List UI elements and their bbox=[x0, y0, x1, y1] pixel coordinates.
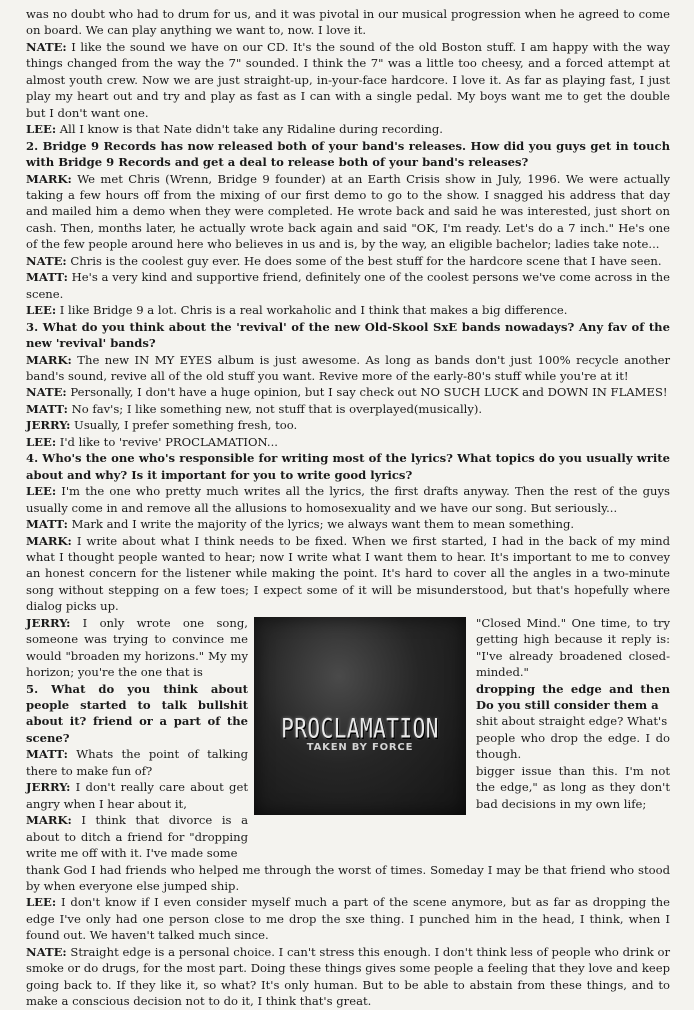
speaker-label: MARK: bbox=[26, 352, 72, 367]
paragraph-matt bbox=[26, 401, 670, 417]
paragraph-lee bbox=[26, 121, 670, 137]
answer-text: I like Bridge 9 a lot. Chris is a real workaholic and I think that makes a big difference. bbox=[56, 303, 568, 318]
speaker-label: JERRY: bbox=[26, 418, 71, 433]
paragraph-mark-cont: thank God I had friends who helped me through the worst of times. Someday I may be that friend who stood by when everyone else jumped ship. bbox=[26, 862, 670, 894]
answer-text: No fav's; I like something new, not stuff that is overplayed(musically). bbox=[67, 401, 483, 416]
speaker-label: LEE: bbox=[26, 434, 57, 449]
paragraph-jerry-cont: people who drop the edge. I do though. bbox=[476, 730, 670, 762]
paragraph-mark bbox=[26, 533, 670, 615]
album-subtitle: TAKEN BY FORCE bbox=[306, 741, 414, 753]
paragraph-nate bbox=[26, 39, 670, 121]
answer-text: I'd like to 'revive' PROCLAMATION... bbox=[56, 434, 278, 449]
question-5-cont: dropping the edge and then Do you still consider them a bbox=[476, 681, 670, 713]
paragraph: was no doubt who had to drum for us, and it was pivotal in our musical progression when he agreed to come on board. We can play anything we want to, now. I love it. bbox=[26, 7, 670, 38]
question-4: 4. Who's the one who's responsible for writing most of the lyrics? What topics do you usually write about and why? Is it important for you to write good lyrics? bbox=[26, 451, 670, 482]
speaker-label: MATT: bbox=[26, 401, 68, 416]
paragraph-nate bbox=[26, 384, 670, 400]
right-column bbox=[466, 615, 670, 862]
speaker-label: JERRY: bbox=[26, 780, 71, 795]
answer-text: Usually, I prefer something fresh, too. bbox=[70, 418, 298, 433]
question-5: 5. What do you think about people started to talk bullshit about it? friend or a part of the scene? bbox=[26, 681, 248, 745]
answer-text: The new IN MY EYES album is just awesome. As long as bands don't just 100% recycle another band's sound, revive all of the old stuff you want. Revive more of the early-80's stuff while you're at it! bbox=[26, 352, 670, 383]
paragraph-jerry: JERRY: I don't really care about get angry when I hear about it, bbox=[26, 780, 248, 811]
paragraph-matt bbox=[26, 516, 670, 532]
question-3: 3. What do you think about the 'revival' of the new Old-Skool SxE bands nowadays? Any fav of the new 'revival' bands? bbox=[26, 319, 670, 351]
answer-text: Chris is the coolest guy ever. He does some of the best stuff for the hardcore scene that I have seen. bbox=[66, 253, 662, 268]
answer-text: I'm the one who pretty much writes all the lyrics, the first drafts anyway. Then the rest of the guys usually come in and remove all the allusions to homosexuality and we have our song. But seriously... bbox=[26, 484, 670, 515]
paragraph-jerry-cont: "Closed Mind." One time, to try getting high because it reply is: "I've already broadened closed-minded." bbox=[476, 615, 670, 680]
speaker-label: MATT: bbox=[26, 517, 68, 532]
paragraph-lee bbox=[26, 434, 670, 450]
speaker-label: LEE: bbox=[26, 303, 57, 318]
paragraph-jerry: JERRY: I only wrote one song, someone was trying to convince me would "broaden my horizons." My my horizon; you're the one that is bbox=[26, 615, 248, 680]
three-column-section bbox=[26, 615, 670, 862]
paragraph-matt bbox=[26, 269, 670, 302]
paragraph-jerry bbox=[26, 417, 670, 433]
speaker-label: LEE: bbox=[26, 122, 57, 137]
question-2: 2. Bridge 9 Records has now released both of your band's releases. How did you guys get in touch with Bridge 9 Records and get a deal to release both of your band's releases? bbox=[26, 138, 670, 170]
album-title: PROCLAMATION bbox=[281, 714, 439, 745]
answer-text: He's a very kind and supportive friend, definitely one of the coolest persons we've come across in the scene. bbox=[26, 270, 670, 301]
speaker-label: NATE: bbox=[26, 39, 67, 54]
answer-text: All I know is that Nate didn't take any Ridaline during recording. bbox=[56, 122, 443, 137]
speaker-label: MARK: bbox=[26, 171, 72, 186]
left-column bbox=[26, 615, 254, 862]
paragraph-mark bbox=[26, 171, 670, 253]
paragraph-matt: MATT: Whats the point of talking there to make fun of? bbox=[26, 747, 248, 778]
answer-text: Straight edge is a personal choice. I can't stress this enough. I don't think less of people who drink or smoke or do drugs, for the most part. Doing these things gives some people a feeling that they love and keep going back to. If they like it, so what? It's only human. But to be able to abstain from these things, and to make a conscious decision not to do it, I think that's great. bbox=[26, 944, 670, 1009]
paragraph-lee bbox=[26, 302, 670, 318]
paragraph-matt-cont: shit about straight edge? What's bbox=[476, 714, 668, 729]
speaker-label: MARK: bbox=[26, 533, 72, 548]
speaker-label: NATE: bbox=[26, 253, 67, 268]
paragraph-mark-cont: bigger issue than this. I'm not the edge," as long as they don't bad decisions in my own life; bbox=[476, 763, 670, 811]
answer-text: I don't know if I even consider myself much a part of the scene anymore, but as far as dropping the edge I've only had one person close to me drop the sxe thing. I punched him in the head, I think, when I found out. We haven't talked much since. bbox=[26, 895, 670, 943]
interview-page bbox=[26, 6, 670, 1010]
speaker-label: NATE: bbox=[26, 385, 67, 400]
paragraph-lee bbox=[26, 894, 670, 943]
answer-text: We met Chris (Wrenn, Bridge 9 founder) at an Earth Crisis show in July, 1996. We were actually taking a few hours off from the mixing of our first demo to go to the show. I snagged his address that day and mailed him a demo when they were completed. He wrote back and said he was interested, just short on cash. Then, months later, he actually wrote back again and said "OK, I'm ready. Let's do a 7 inch." He's one of the few people around here who believes in us and is, by the way, an eligible bachelor; ladies take note... bbox=[26, 171, 670, 252]
paragraph-nate bbox=[26, 253, 670, 269]
answer-text: Mark and I write the majority of the lyrics; we always want them to mean something. bbox=[67, 517, 575, 532]
paragraph-mark: MARK: I think that divorce is a about to ditch a friend for "dropping write me off with it. I've made some bbox=[26, 813, 248, 861]
speaker-label: MATT: bbox=[26, 747, 68, 762]
answer-text: I like the sound we have on our CD. It's the sound of the old Boston stuff. I am happy with the way things changed from the way the 7" sounded. I think the 7" was a little too cheesy, and a forced attempt at almost youth crew. Now we are just straight-up, in-your-face hardcore. I love it. As far as playing fast, I just play my heart out and try and play as fast as I can with a single pedal. My boys want me to get the double but I don't want one. bbox=[26, 39, 670, 120]
answer-text: I write about what I think needs to be fixed. When we first started, I had in the back of my mind what I thought people wanted to hear; now I write what I want them to hear. It's important to me to convey an honest concern for the listener while making the point. It's hard to cover all the angles in a two-minute song without stepping on a few toes; I expect some of it will be misunderstood, but that's hopefully where dialog picks up. bbox=[26, 533, 670, 614]
speaker-label: MARK: bbox=[26, 813, 72, 828]
paragraph-nate bbox=[26, 944, 670, 1010]
paragraph-lee bbox=[26, 483, 670, 516]
speaker-label: LEE: bbox=[26, 484, 57, 499]
speaker-label: LEE: bbox=[26, 895, 57, 910]
paragraph-mark bbox=[26, 352, 670, 385]
speaker-label: JERRY: bbox=[26, 615, 71, 630]
answer-text: Personally, I don't have a huge opinion, but I say check out NO SUCH LUCK and DOWN IN FLAMES! bbox=[66, 385, 668, 400]
album-cover-image bbox=[254, 617, 466, 815]
speaker-label: NATE: bbox=[26, 944, 67, 959]
speaker-label: MATT: bbox=[26, 270, 68, 285]
